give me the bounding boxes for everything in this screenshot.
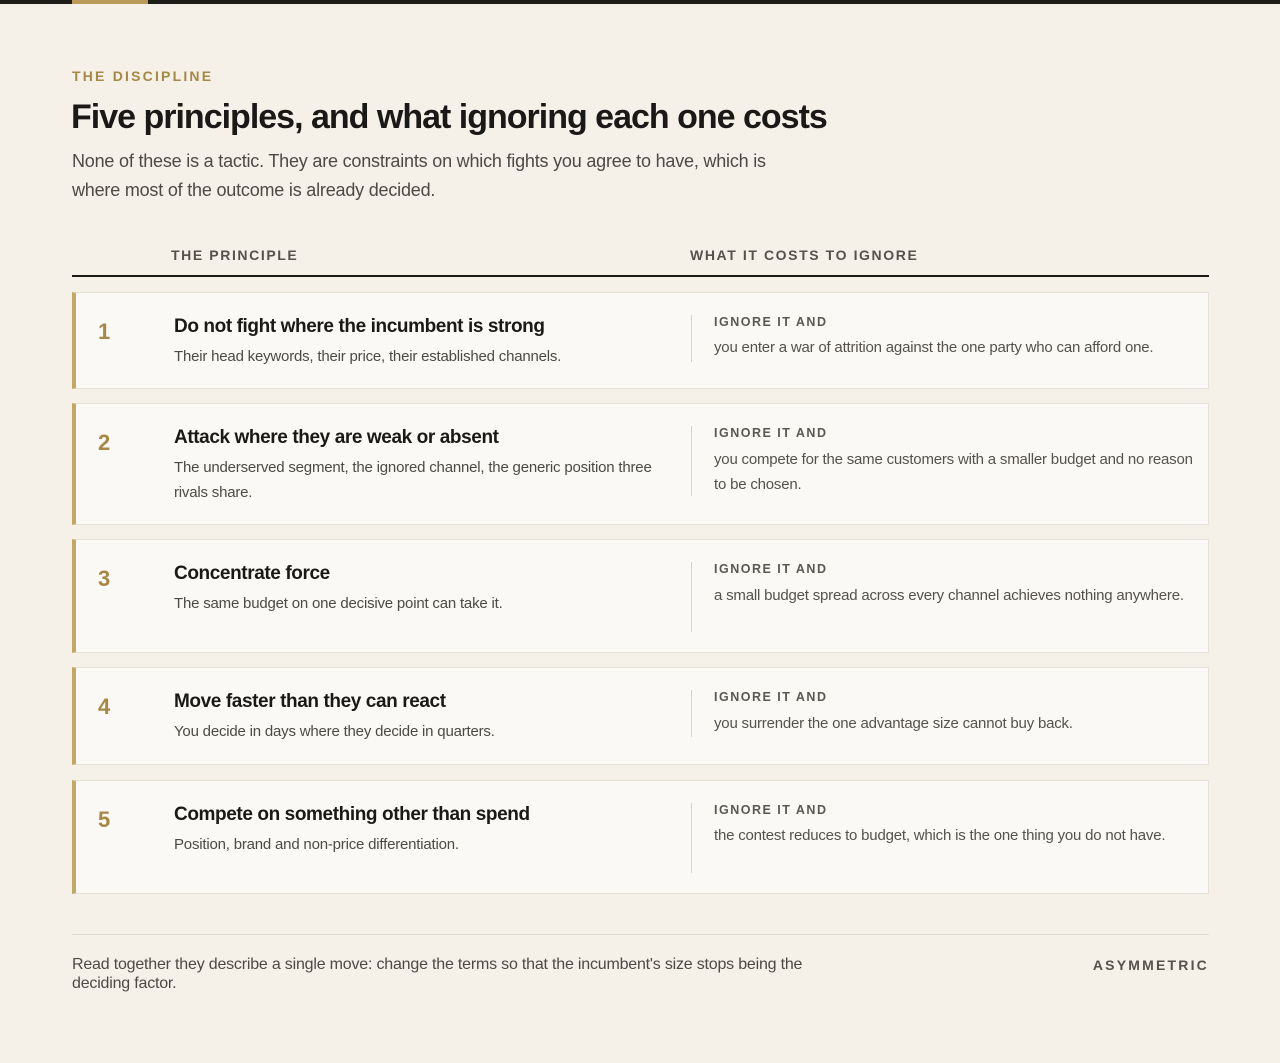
row-divider	[691, 426, 692, 496]
footer-rule	[72, 934, 1209, 935]
principle-row	[72, 539, 1209, 653]
cost-label: IGNORE IT AND	[714, 426, 828, 440]
principle-row	[72, 667, 1209, 765]
cost-text: a small budget spread across every channel achieves nothing anywhere.	[714, 587, 1184, 604]
footer-tag: ASYMMETRIC	[1092, 957, 1209, 973]
cost-label: IGNORE IT AND	[714, 562, 828, 576]
principle-title: Do not fight where the incumbent is strong	[174, 316, 545, 337]
cost-text: you surrender the one advantage size cannot buy back.	[714, 715, 1073, 732]
cost-label: IGNORE IT AND	[714, 803, 828, 817]
principle-number: 1	[98, 319, 111, 344]
column-header-cost: WHAT IT COSTS TO IGNORE	[690, 247, 919, 263]
principle-description: Position, brand and non-price differentiation.	[174, 836, 459, 853]
principle-description: You decide in days where they decide in quarters.	[174, 723, 495, 740]
principle-title: Move faster than they can react	[174, 691, 446, 712]
row-divider	[691, 690, 692, 737]
principle-title: Compete on something other than spend	[174, 804, 530, 825]
column-header-principle: THE PRINCIPLE	[171, 247, 299, 263]
page-title: Five principles, and what ignoring each one costs	[71, 98, 827, 136]
principle-number: 5	[98, 807, 111, 832]
principle-row	[72, 292, 1209, 389]
header-rule	[72, 275, 1209, 277]
principle-title: Attack where they are weak or absent	[174, 427, 499, 448]
row-divider	[691, 562, 692, 632]
page-subtitle: None of these is a tactic. They are constraints on which fights you agree to have, which is where most of the outcome is already decided.	[72, 151, 766, 200]
cost-text: you compete for the same customers with a smaller budget and no reason to be chosen.	[714, 451, 1193, 493]
cost-label: IGNORE IT AND	[714, 690, 828, 704]
principle-number: 3	[98, 566, 111, 591]
top-bar-accent	[72, 0, 148, 4]
section-eyebrow: THE DISCIPLINE	[72, 68, 214, 84]
principle-number: 4	[98, 694, 111, 719]
principle-number: 2	[98, 430, 111, 455]
principle-row	[72, 780, 1209, 894]
principle-description: The underserved segment, the ignored channel, the generic position three rivals share.	[174, 459, 652, 501]
principle-description: Their head keywords, their price, their established channels.	[174, 348, 562, 365]
top-bar	[0, 0, 1280, 4]
cost-label: IGNORE IT AND	[714, 315, 828, 329]
principle-row	[72, 403, 1209, 525]
row-divider	[691, 803, 692, 873]
cost-text: you enter a war of attrition against the one party who can afford one.	[714, 339, 1154, 356]
principle-description: The same budget on one decisive point can take it.	[174, 595, 503, 612]
cost-text: the contest reduces to budget, which is the one thing you do not have.	[714, 827, 1166, 844]
footer-summary: Read together they describe a single move: change the terms so that the incumbent's size stops being the deciding factor.	[72, 956, 803, 992]
principle-title: Concentrate force	[174, 563, 330, 584]
row-divider	[691, 315, 692, 362]
